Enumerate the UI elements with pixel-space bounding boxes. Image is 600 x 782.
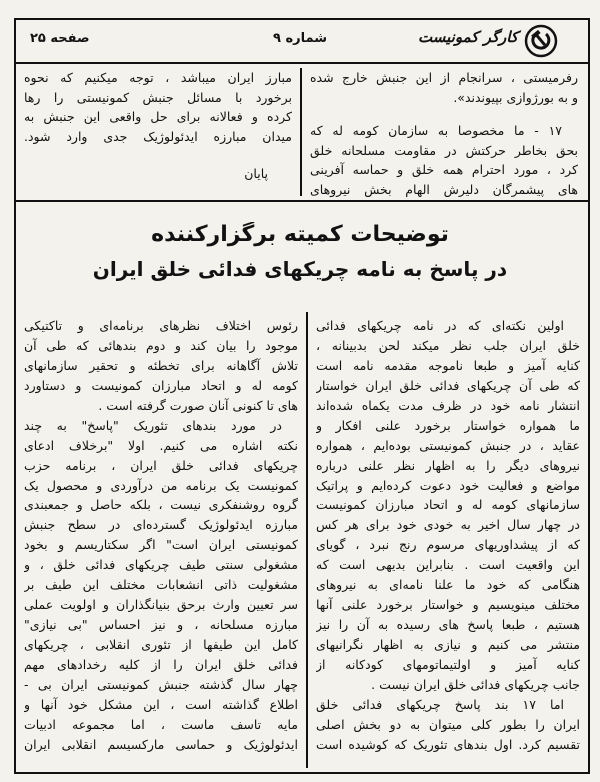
column-divider (306, 312, 308, 768)
text-line: اولین نکته‌ای که در نامه چریکهای فدائی (316, 318, 564, 333)
text-line: و به بورژوازی بپیوندند». (453, 89, 578, 105)
text-line: مبارزه مسلحانه ، و نیز احساس "بی نیازی" (24, 617, 298, 633)
issue-number: شماره ۹ (272, 31, 327, 46)
text-line: ایران را بطور کلی میتوان به دو بخش اصلی (316, 716, 580, 732)
section-divider (14, 200, 590, 202)
text-line: نیروهای دیگر را به اظهار نظر علنی درباره (316, 457, 580, 473)
text-line: کامل این طیفها از تئوری انقلابی ، چریکهای (24, 637, 298, 652)
text-line: ما همواره خواستار برخورد علنی افکار و (316, 417, 580, 433)
text-line: مواضع و فعالیت خود دعوت کرده‌ایم و پراتیک (316, 477, 580, 493)
text-line: سازمانهای کومه له و اتحاد مبارزان کمونیست (316, 497, 580, 513)
hammer-sickle-icon (524, 24, 558, 58)
text-line: سر تعیین وارث برحق بنیانگذاران و اولویت عملی (24, 597, 298, 613)
top-left-column (24, 68, 292, 146)
text-line: اما ۱۷ بند پاسخ چریکهای فدائی خلق (316, 696, 564, 712)
text-line: مختلف مینویسیم و خواستار برخورد علنی آنها (316, 597, 580, 613)
text-line: چریکهای فدائی خلق ایران ، برنامه حزب (24, 457, 298, 473)
text-line: مبارزه ایدئولوژیک گسترده‌ای در سطح جنبش (24, 517, 298, 533)
text-line: تقسیم کرد. اول بندهای تئوریک که کوشیده است (316, 736, 580, 752)
text-line: کنایه آمیز و اولتیماتومهای کودکانه از (316, 656, 580, 672)
text-line: کمونیست یک برنامه من درآوردی و محصول یک (24, 477, 298, 493)
text-line: ۱۷ - ما مخصوصا به سازمان کومه له که (310, 123, 562, 138)
article-title: توضیحات کمیته برگزارکننده (151, 222, 449, 247)
text-line: کرد ، مورد احترام همه خلق و حماسه آفرینی (310, 162, 578, 177)
text-line: اطلاع گذاشته است ، این مشکل خود آنها و (24, 696, 298, 712)
text-line: مشغولیت ذاتی انشعابات مختلف این طیف بر (24, 577, 298, 593)
text-line: کومه له و اتحاد مبارزان کمونیست و دستاورد (24, 377, 298, 393)
text-line: فدائی خلق ایران را از کلیه رخدادهای مهم (24, 656, 298, 672)
text-line: میدان مبارزه ایدئولوژیک جدی وارد شود. (24, 128, 292, 144)
text-line: منتشر می کنیم و نیازی به اظهار نگرانیهای (316, 637, 580, 652)
text-line: کمونیستی ایران است" اگر سکتاریسم و بخود (24, 537, 298, 553)
text-line: مبارز ایران میباشد ، توجه میکنیم که نحوه (24, 70, 292, 85)
text-line: های پیشمرگان دلیرش الهام بخش نیروهای (310, 181, 578, 197)
text-line: رفرمیستی ، سرانجام از این جنبش خارج شده (310, 70, 578, 85)
text-line: جانب چریکهای فدائی خلق ایران نیست . (371, 676, 580, 692)
text-line: در چهار سال اخیر به خودی خود برای هر کس (316, 517, 580, 533)
page-number: صفحه ۲۵ (30, 31, 90, 46)
text-line: نکته اشاره می کنیم. اولا "برخلاف ادعای (24, 437, 298, 453)
text-line: انتشار نامه خود در ظرف مدت یکماه شده‌اند (316, 397, 580, 413)
text-line: که طی آن چریکهای فدائی خلق ایران خواستار (316, 377, 580, 393)
top-right-column (310, 68, 578, 199)
column-divider (300, 68, 302, 196)
text-line: خلق ایران جلب نظر میکند لحن بدبینانه ، (316, 337, 580, 353)
text-line: هستیم ، طبعا پاسخ های رسیده به آن را نیز (316, 617, 580, 633)
text-line: های تا کنونی آنان صورت گرفته است . (98, 397, 298, 413)
text-line: که از پیشداوریهای مرسوم رنج نبرد ، گویای (316, 537, 580, 553)
text-line: در مورد بندهای تئوریک "پاسخ" به چند (24, 417, 282, 433)
text-line: ایدئولوژیک و حماسی مارکسیسم انقلابی ایران (24, 736, 298, 752)
text-line: چهار سال گذشته جنبش کمونیستی ایران بی - (24, 676, 298, 692)
text-line: برخورد با مسائل جنبش کمونیستی را رها (24, 89, 292, 105)
text-line: مشغولی سنتی طیف چریکهای فدائی خلق ، و (24, 557, 298, 573)
text-line: کرده و فعالانه برای حل واقعی این جنبش به (24, 109, 292, 124)
header-rule (14, 62, 590, 64)
end-mark: پایان (244, 166, 268, 181)
text-line: این واقعیت است . بنابراین بدیهی است که (316, 557, 580, 573)
text-line: موجود را بیان کند و دوم بندهائی که طی آن (24, 337, 298, 353)
text-line: مایه تاسف ماست ، اما مجموعه ادبیات (24, 716, 298, 732)
text-line: عقاید ، در جنبش کمونیستی بوده‌ایم ، همواره (316, 437, 580, 453)
article-right-column (316, 316, 580, 755)
text-line: تلاش آگاهانه برای تخطئه و تحقیر سازمانهای (24, 357, 298, 373)
text-line: رئوس اختلاف نظرهای برنامه‌ای و تاکتیکی (24, 318, 298, 333)
text-line: هنگامی که خود ما علنا نامه‌ای به نیروهای (316, 577, 580, 593)
text-line: گروه روشنفکری نیست ، بلکه حاصل و جمعبندی (24, 497, 298, 513)
text-line: بحق بخاطر حرکتش در مقاومت مسلحانه خلق (310, 142, 578, 158)
publication-name: کارگر کمونیست (418, 28, 518, 46)
article-subtitle: در پاسخ به نامه چریکهای فدائی خلق ایران (92, 257, 508, 281)
text-line: کنایه آمیز و طبعا ناموجه مقدمه نامه است (316, 357, 580, 373)
article-left-column (24, 316, 298, 755)
